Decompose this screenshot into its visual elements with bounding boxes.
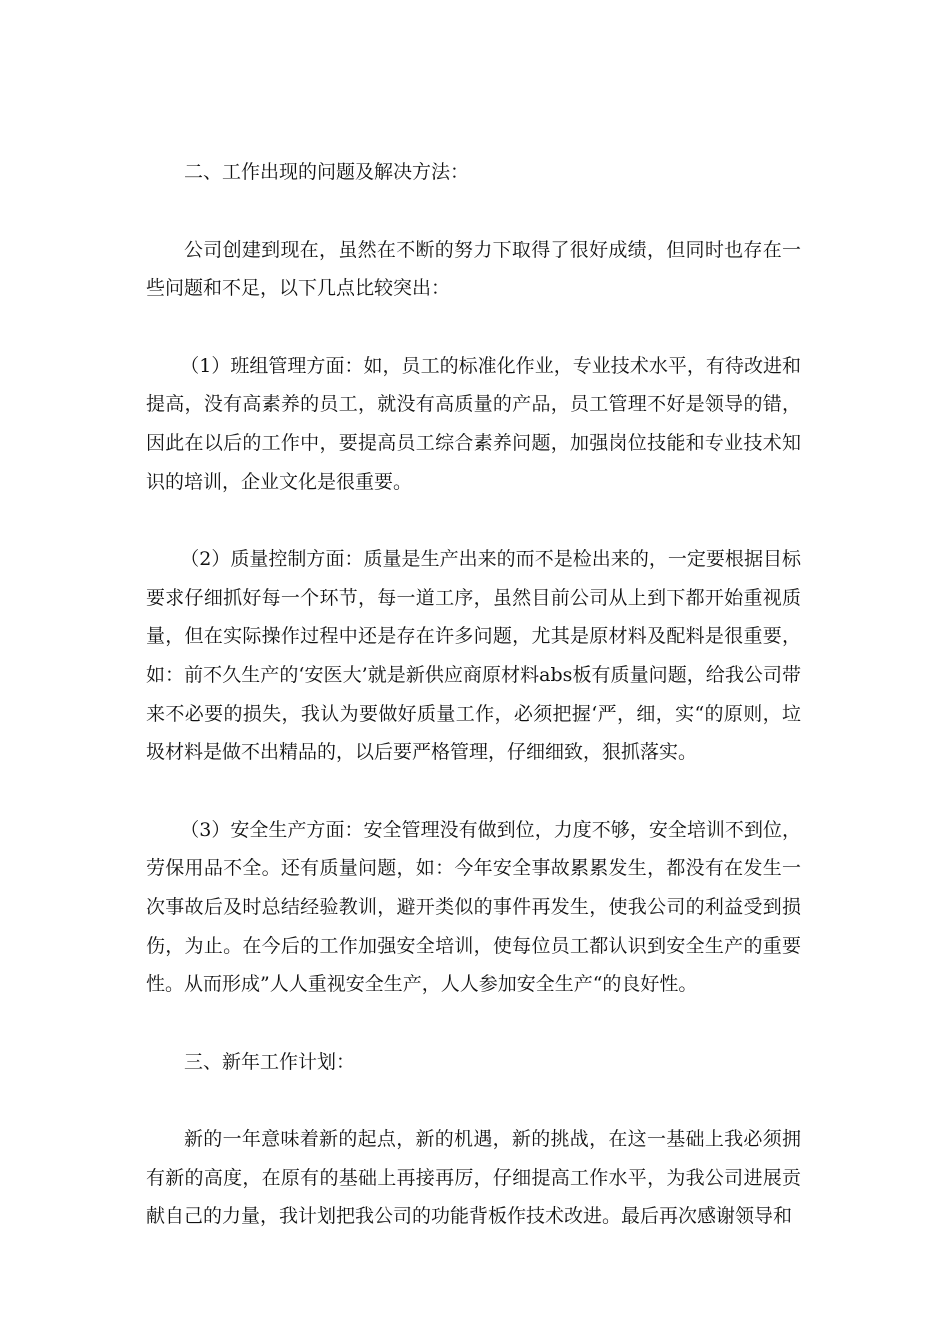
section-heading-plan: 三、新年工作计划： <box>184 1050 356 1073</box>
paragraph-team-management: （1）班组管理方面：如，员工的标准化作业，专业技术水平，有待改进和提高，没有高素养的员工，就没有高质量的产品，员工管理不好是领导的错，因此在以后的工作中，要提高员工综合素养问题，加强岗位技能和专业技术知识的培训，企业文化是很重要。 <box>146 354 801 493</box>
document-body <box>146 153 801 1275</box>
paragraph-intro: 公司创建到现在，虽然在不断的努力下取得了很好成绩，但同时也存在一些问题和不足，以下几点比较突出： <box>146 238 801 300</box>
paragraph-quality-control: （2）质量控制方面：质量是生产出来的而不是检出来的，一定要根据目标要求仔细抓好每一个环节，每一道工序，虽然目前公司从上到下都开始重视质量，但在实际操作过程中还是存在许多问题，尤其是原材料及配料是很重要，如：前不久生产的‘安医大’就是新供应商原材料abs板有质量问题，给我公司带来不必要的损失，我认为要做好质量工作，必须把握‘严，细，实“的原则，垃圾材料是做不出精品的，以后要严格管理，仔细细致，狠抓落实。 <box>146 548 801 764</box>
section-heading-problems: 二、工作出现的问题及解决方法： <box>184 161 470 183</box>
paragraph-safety-production: （3）安全生产方面：安全管理没有做到位，力度不够，安全培训不到位，劳保用品不全。还有质量问题，如：今年安全事故累累发生，都没有在发生一次事故后及时总结经验教训，避开类似的事件再发生，使我公司的利益受到损伤，为止。在今后的工作加强安全培训，使每位员工都认识到安全生产的重要性。从而形成”人人重视安全生产，人人参加安全生产“的良好性。 <box>146 818 801 996</box>
paragraph-new-year-plan: 新的一年意味着新的起点，新的机遇，新的挑战，在这一基础上我必须拥有新的高度，在原有的基础上再接再厉，仔细提高工作水平，为我公司进展贡献自己的力量，我计划把我公司的功能背板作技术改进。最后再次感谢领导和 <box>146 1128 801 1228</box>
